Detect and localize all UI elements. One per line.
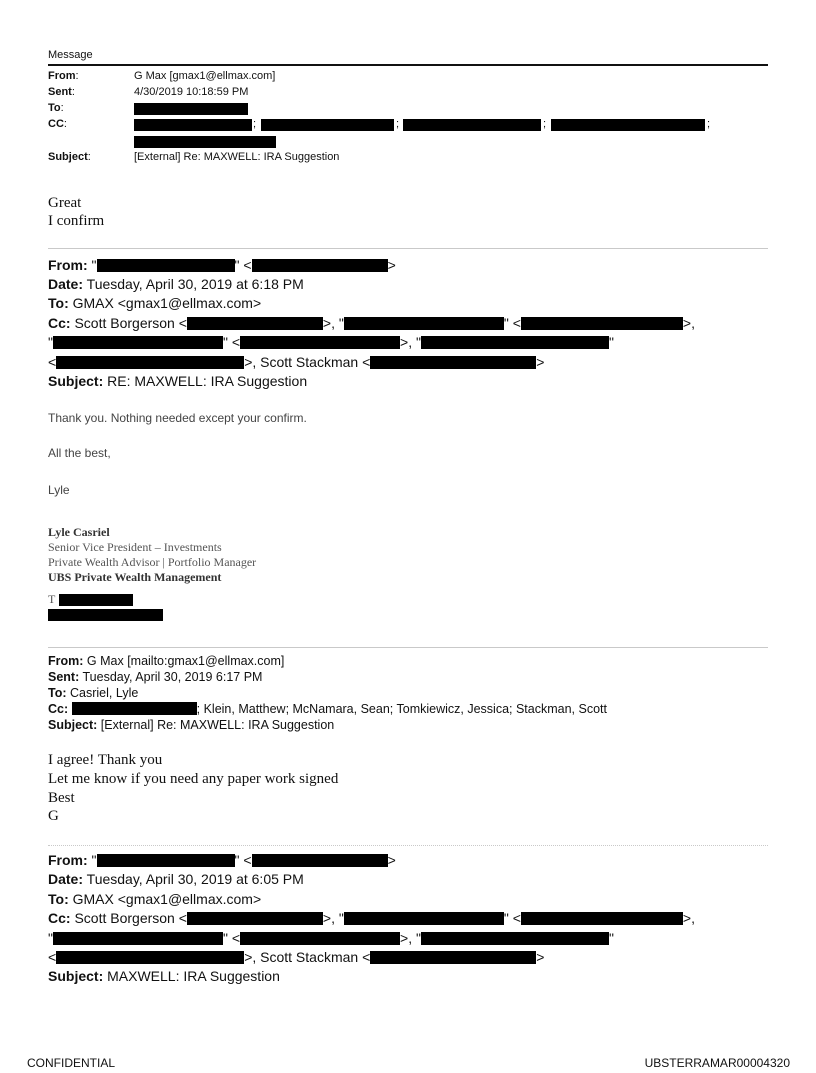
email3-sent-line: Sent: Tuesday, April 30, 2019 6:17 PM — [48, 670, 263, 684]
redaction-block — [261, 119, 394, 131]
redaction-block — [403, 119, 541, 131]
redaction-block — [134, 119, 252, 131]
email2-from-line: From: " " < > — [48, 257, 396, 273]
header-to-label: To: — [48, 102, 64, 114]
signature-title1: Senior Vice President – Investments — [48, 540, 222, 554]
email4-date-line: Date: Tuesday, April 30, 2019 at 6:05 PM — [48, 871, 304, 887]
header-sent-value: 4/30/2019 10:18:59 PM — [134, 86, 249, 98]
reply1-line2: I confirm — [48, 213, 105, 229]
email4-cc-line: Cc: Scott Borgerson < >, " " < >, — [48, 910, 695, 926]
message-heading: Message — [48, 49, 93, 61]
email2-cc-line2: " " < >, " " — [48, 334, 614, 350]
header-sent-label: Sent: — [48, 86, 75, 98]
email3-from-line: From: G Max [mailto:gmax1@ellmax.com] — [48, 654, 285, 668]
email3-subject-line: Subject: [External] Re: MAXWELL: IRA Suggestion — [48, 718, 335, 732]
header-from-value: G Max [gmax1@ellmax.com] — [134, 70, 276, 82]
email4-cc-line3: < >, Scott Stackman < > — [48, 949, 545, 965]
email3-body-line3: Best — [48, 790, 75, 806]
signature-name: Lyle Casriel — [48, 525, 110, 539]
email2-subject-line: Subject: RE: MAXWELL: IRA Suggestion — [48, 373, 308, 389]
email2-body-line3: Lyle — [48, 483, 70, 497]
redaction-block — [48, 609, 163, 621]
email2-body-line2: All the best, — [48, 446, 111, 460]
header-subject-value: [External] Re: MAXWELL: IRA Suggestion — [134, 151, 340, 163]
signature-company: UBS Private Wealth Management — [48, 570, 222, 584]
email2-cc-line: Cc: Scott Borgerson < >, " " < >, — [48, 315, 695, 331]
reply1-line1: Great — [48, 195, 82, 211]
signature-title2: Private Wealth Advisor | Portfolio Manager — [48, 555, 257, 569]
header-cc-label: CC: — [48, 118, 67, 130]
header-divider — [48, 64, 768, 66]
header-subject-label: Subject: — [48, 151, 91, 163]
section-divider — [48, 647, 768, 648]
email2-date-line: Date: Tuesday, April 30, 2019 at 6:18 PM — [48, 276, 304, 292]
email2-to-line: To: GMAX <gmax1@ellmax.com> — [48, 295, 262, 311]
redaction-block — [134, 136, 276, 148]
footer-confidential: CONFIDENTIAL — [27, 1056, 116, 1070]
header-from-label: From: — [48, 70, 79, 82]
email3-body-line4: G — [48, 808, 59, 824]
redaction-block — [134, 103, 248, 115]
email3-body-line1: I agree! Thank you — [48, 752, 163, 768]
redaction-block — [59, 594, 133, 606]
footer-bates-number: UBSTERRAMAR00004320 — [644, 1056, 790, 1070]
email4-cc-line2: " " < >, " " — [48, 930, 614, 946]
section-divider — [48, 248, 768, 249]
email3-body-line2: Let me know if you need any paper work signed — [48, 771, 339, 787]
section-divider — [48, 845, 768, 846]
email2-body-line1: Thank you. Nothing needed except your confirm. — [48, 411, 307, 425]
email4-from-line: From: " " < > — [48, 852, 396, 868]
email2-cc-line3: < >, Scott Stackman < > — [48, 354, 545, 370]
signature-phone-label: T — [48, 592, 56, 606]
email3-to-line: To: Casriel, Lyle — [48, 686, 139, 700]
email4-to-line: To: GMAX <gmax1@ellmax.com> — [48, 891, 262, 907]
email3-cc-line: Cc: ; Klein, Matthew; McNamara, Sean; Tomkiewicz, Jessica; Stackman, Scott — [48, 702, 607, 716]
email4-subject-line: Subject: MAXWELL: IRA Suggestion — [48, 968, 280, 984]
redaction-block — [551, 119, 705, 131]
